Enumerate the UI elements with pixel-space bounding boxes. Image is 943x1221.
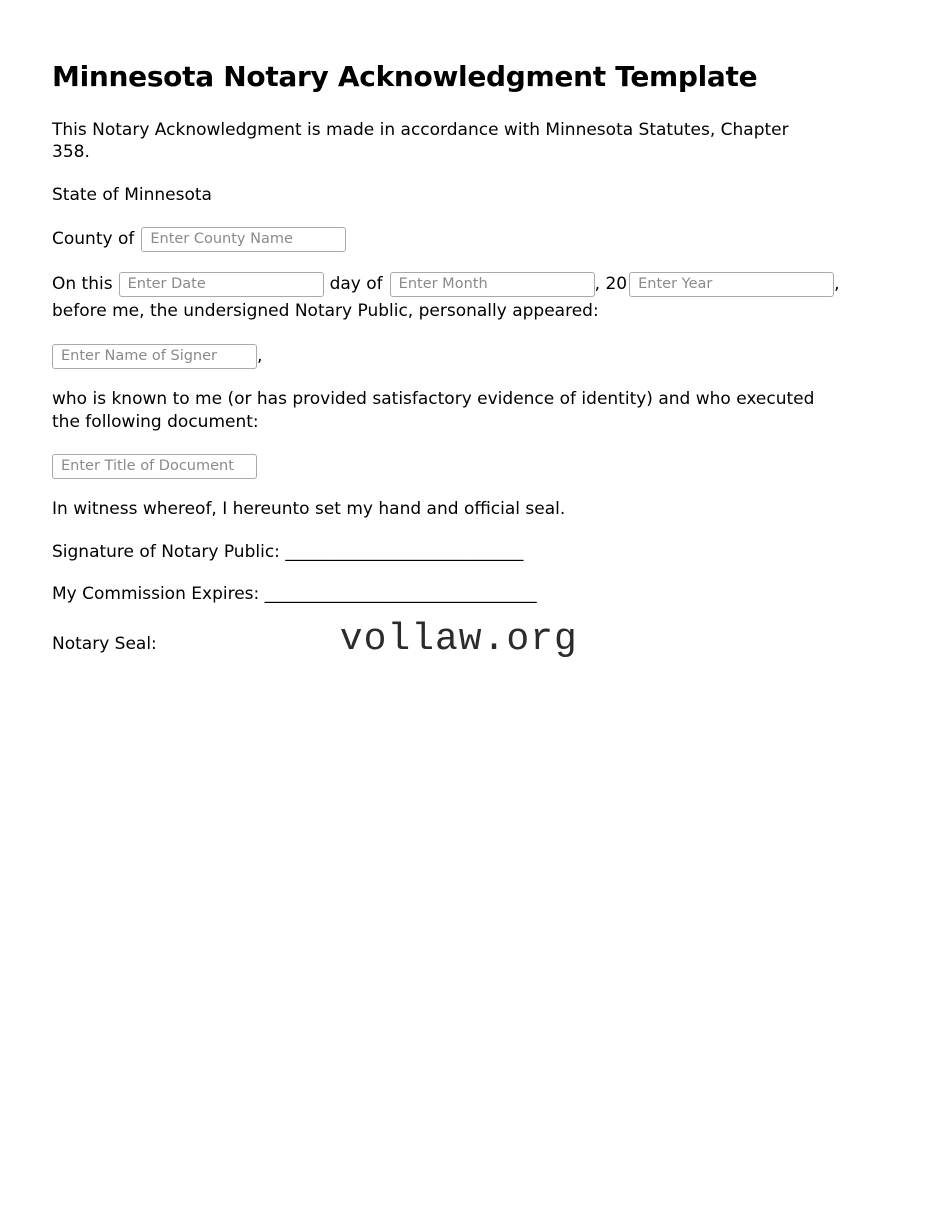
page-title: Minnesota Notary Acknowledgment Template [52,60,758,93]
signature-label: Signature of Notary Public: [52,541,280,562]
intro-paragraph [52,119,883,164]
day-of-label: day of [329,274,383,295]
comma-20-label: , 20 [594,274,628,295]
document-title-input[interactable] [52,454,257,479]
commission-label: My Commission Expires: [52,584,260,605]
commission-row [52,583,883,606]
known-line-1: who is known to me (or has provided satisfactory evidence of identity) and who executed [52,389,815,410]
month-input[interactable] [390,272,595,297]
intro-line-1: This Notary Acknowledgment is made in accordance with Minnesota Statutes, Chapter [52,119,789,140]
county-row [52,226,883,253]
known-paragraph [52,388,883,433]
signer-input[interactable] [52,344,257,369]
watermark-text: vollaw.org [339,617,578,661]
year-input[interactable] [629,272,834,297]
intro-line-2: 358. [52,142,90,163]
witness-text: In witness whereof, I hereunto set my hand and official seal. [52,499,566,520]
signer-trailing-comma: , [257,346,263,367]
signer-row [52,343,883,370]
on-this-label: On this [52,274,113,295]
signature-row [52,541,883,564]
signature-line: ____________________________ [285,541,524,562]
county-label: County of [52,229,135,250]
year-trailing-comma: , [834,274,840,295]
date-row [52,271,883,325]
state-line: State of Minnesota [52,184,212,205]
document-title-row [52,453,883,480]
notary-seal-label: Notary Seal: [52,633,157,654]
commission-line: ________________________________ [264,584,537,605]
known-line-2: the following document: [52,411,259,432]
county-input[interactable] [141,227,346,252]
date-input[interactable] [119,272,324,297]
notary-seal-row [52,617,883,661]
before-me-text: before me, the undersigned Notary Public, personally appeared: [52,301,599,322]
